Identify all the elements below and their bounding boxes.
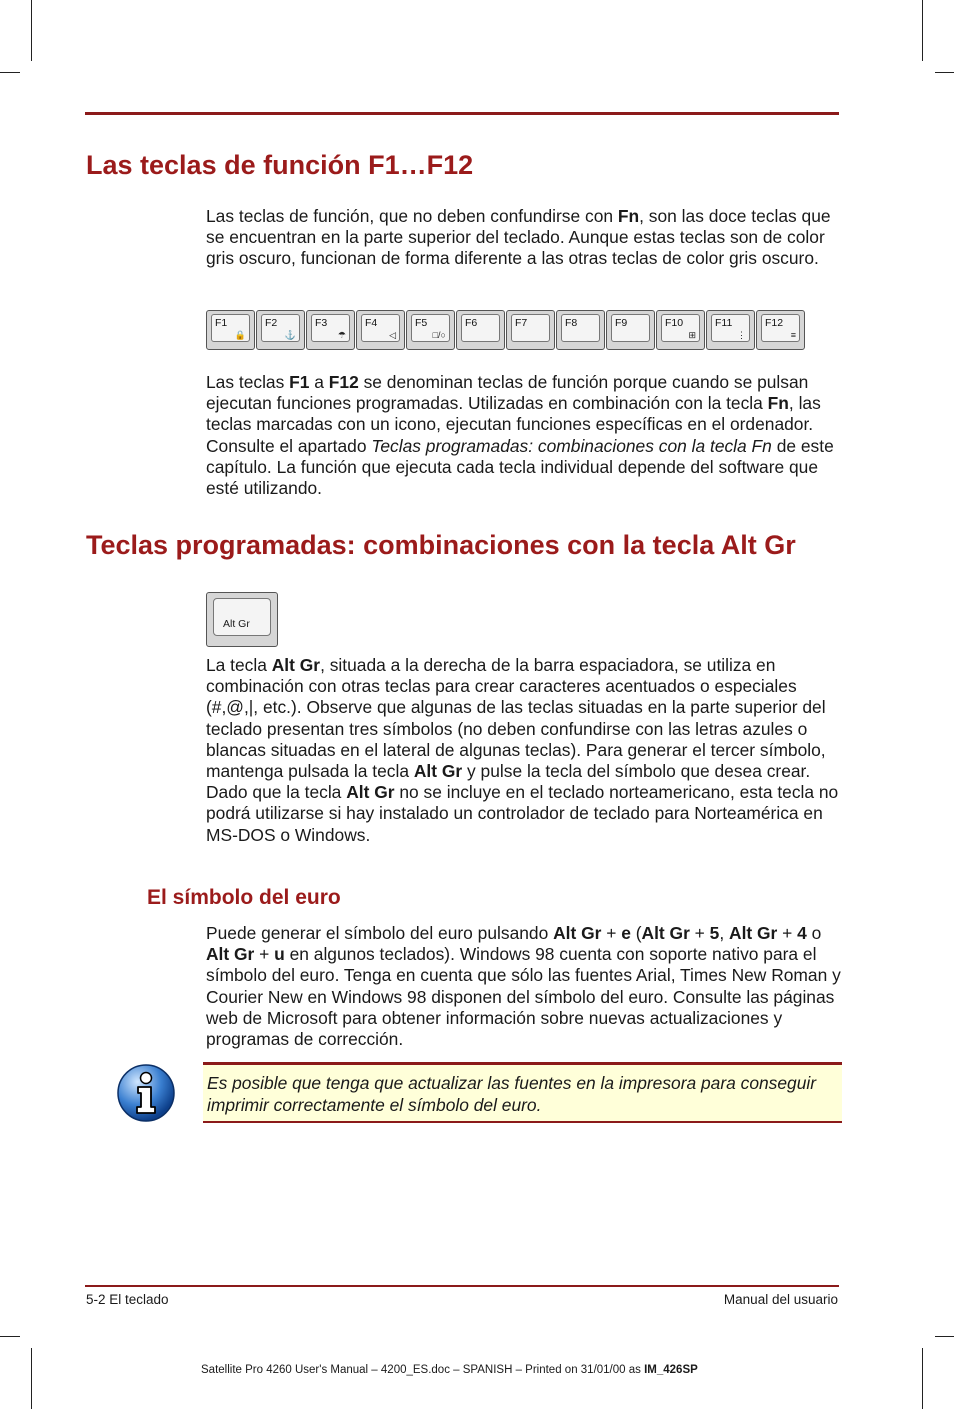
key-f5: F5 □/○: [406, 310, 455, 350]
info-icon: [116, 1063, 176, 1123]
key-f2: F2 ⚓: [256, 310, 305, 350]
section-title-function-keys: Las teclas de función F1…F12: [86, 150, 474, 180]
lock-icon: 🔒: [234, 330, 246, 340]
crop-mark: [935, 1336, 954, 1337]
key-f11: F11 ⋮: [706, 310, 755, 350]
alt-gr-paragraph: La tecla Alt Gr, situada a la derecha de la barra espaciadora, se utiliza en combinación con otras teclas para crear caracteres acentuados o especiales (#,@,|, etc.). Observe que algunas de las teclas situadas en la parte superior del teclado presentan tres símbolos (no deben confundirse con las letras azules o blancas situadas en el lateral de algunas teclas). Para generar el tercer símbolo, mantenga pulsada la tecla Alt Gr y pulse la tecla del símbolo que desea crear. Dado que la tecla Alt Gr no se incluye en el teclado norteamericano, esta tecla no podrá utilizarse si hay instalado un controlador de teclado para Norteamérica en MS-DOS o Windows.: [206, 655, 839, 845]
crop-mark: [31, 1348, 32, 1409]
footer-chapter: 5-2 El teclado: [86, 1292, 169, 1307]
key-f8: F8: [556, 310, 605, 350]
crop-mark: [0, 1336, 20, 1337]
print-info: Satellite Pro 4260 User's Manual – 4200_ES.doc – SPANISH – Printed on 31/01/00 as IM_426SP: [201, 1364, 698, 1376]
scroll-lock-icon: ≡: [790, 330, 796, 340]
key-f6: F6: [456, 310, 505, 350]
function-keys-illustration: [206, 310, 805, 350]
euro-paragraph: Puede generar el símbolo del euro pulsando Alt Gr + e (Alt Gr + 5, Alt Gr + 4 o Alt Gr + u en algunos teclados). Windows 98 cuenta con soporte nativo para el símbolo del euro. Tenga en cuenta que sólo las fuentes Arial, Times New Roman y Courier New en Windows 98 disponen del símbolo del euro. Consulte las páginas web de Microsoft para obtener información sobre nuevas actualizaciones y programas de corrección.: [206, 923, 841, 1050]
key-f10: F10 ⊞: [656, 310, 705, 350]
function-keys-paragraph-2: Las teclas F1 a F12 se denominan teclas de función porque cuando se pulsan ejecutan funciones programadas. Utilizadas en combinación con la tecla Fn, las teclas marcadas con un icono, ejecutan funciones específicas en el ordenador. Consulte el apartado Teclas programadas: combinaciones con la tecla Fn de este capítulo. La función que ejecuta cada tecla individual depende del software que esté utilizando.: [206, 372, 834, 499]
key-f7: F7: [506, 310, 555, 350]
key-f9: F9: [606, 310, 655, 350]
key-alt-gr: Alt Gr: [206, 592, 278, 647]
function-keys-paragraph-1: Las teclas de función, que no deben confundirse con Fn, son las doce teclas que se encuentran en la parte superior del teclado. Aunque estas teclas son de color gris oscuro, funcionan de forma diferente a las otras teclas de color gris oscuro.: [206, 206, 831, 269]
arrow-mode-icon: ⊞: [688, 330, 696, 340]
display-icon: □/○: [432, 330, 446, 340]
key-f4: F4 ◁: [356, 310, 405, 350]
footer-rule: [85, 1285, 839, 1287]
section-title-alt-gr: Teclas programadas: combinaciones con la tecla Alt Gr: [86, 530, 796, 560]
subsection-title-euro: El símbolo del euro: [147, 886, 341, 909]
suspend-icon: ☂: [337, 330, 346, 340]
power-icon: ⚓: [284, 330, 296, 340]
top-rule: [85, 112, 839, 115]
crop-mark: [0, 72, 20, 73]
key-f12: F12 ≡: [756, 310, 805, 350]
crop-mark: [31, 0, 32, 61]
key-f1: F1 🔒: [206, 310, 255, 350]
note-text: Es posible que tenga que actualizar las fuentes en la impresora para conseguir imprimir correctamente el símbolo del euro.: [207, 1073, 817, 1115]
speaker-icon: ◁: [389, 330, 396, 340]
key-f3: F3 ☂: [306, 310, 355, 350]
crop-mark: [922, 1348, 923, 1409]
crop-mark: [935, 72, 954, 73]
numeric-mode-icon: ⋮: [737, 330, 746, 340]
footer-manual-title: Manual del usuario: [723, 1292, 838, 1307]
note-box: [203, 1062, 842, 1123]
crop-mark: [922, 0, 923, 61]
